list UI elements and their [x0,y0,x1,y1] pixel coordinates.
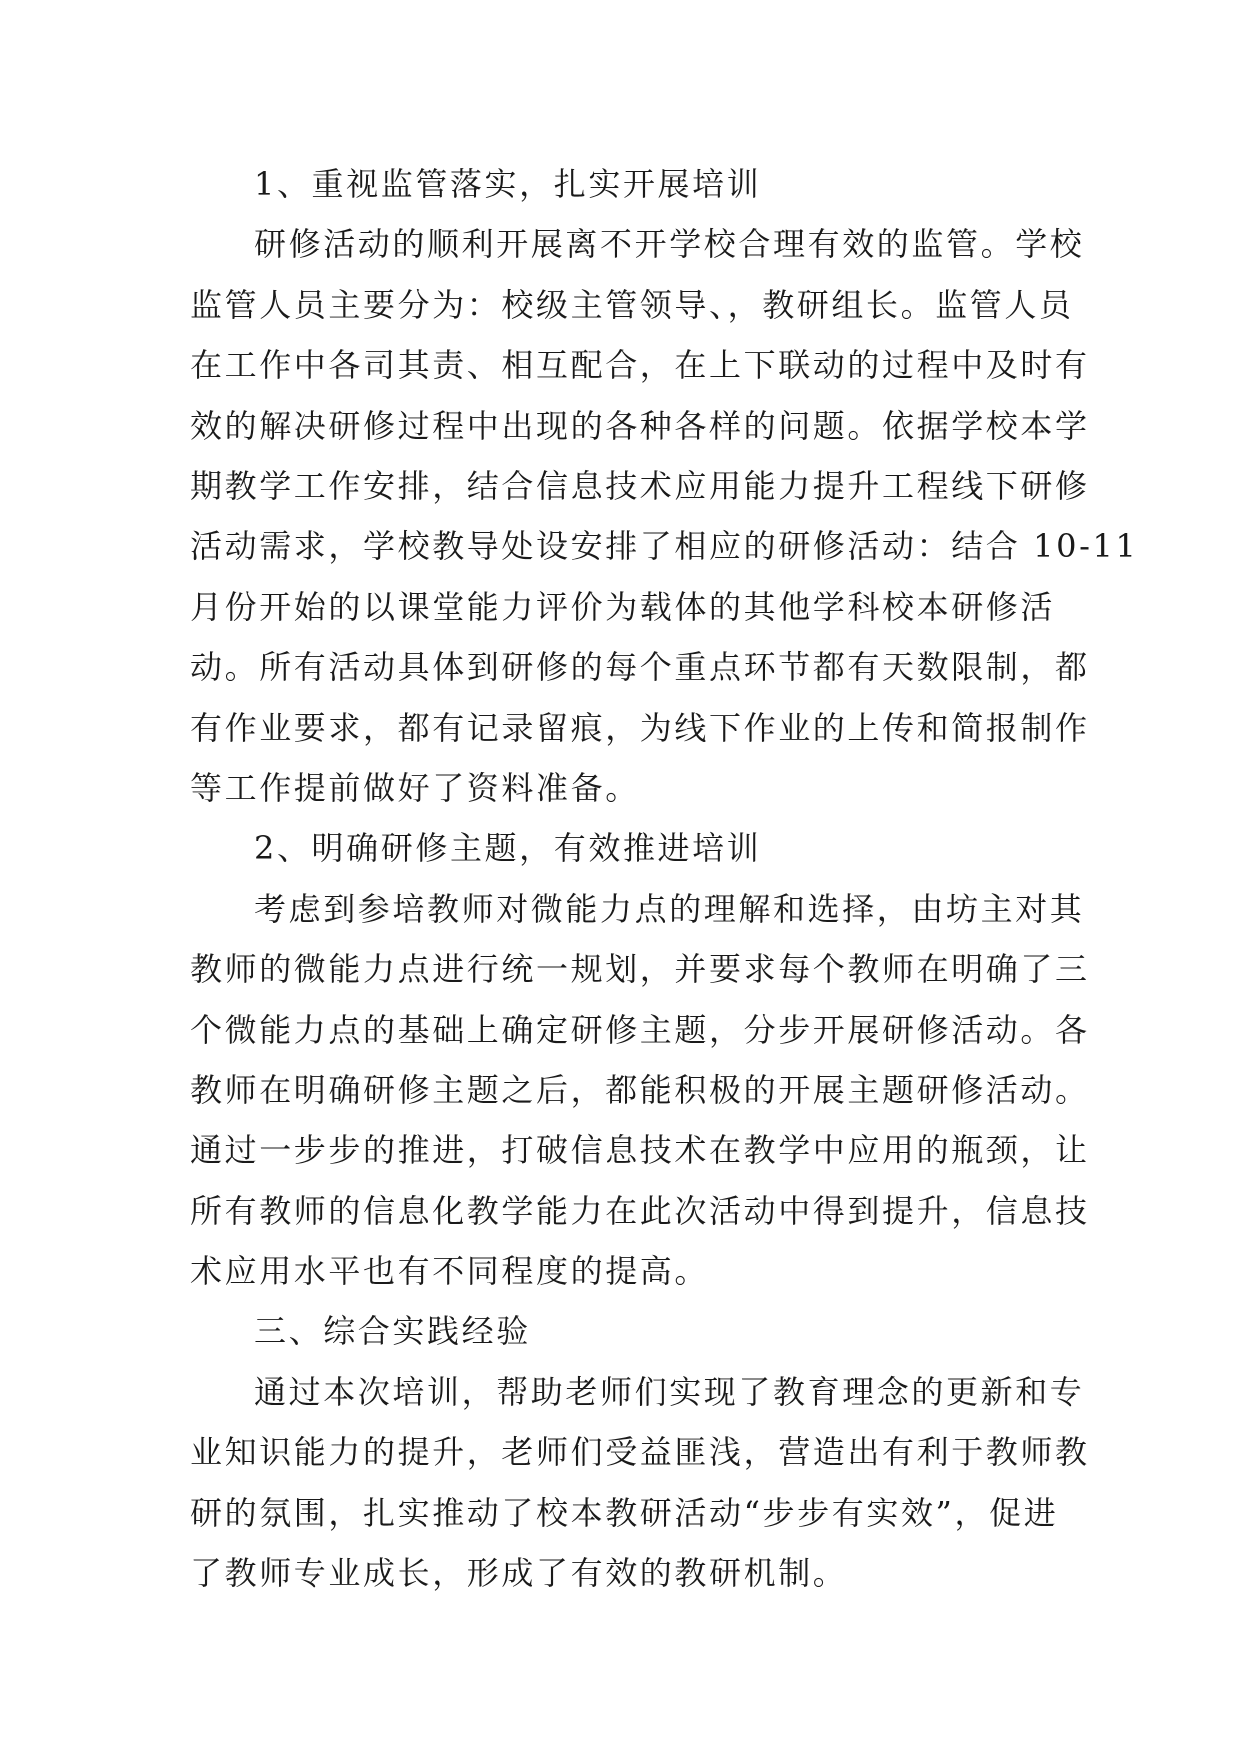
text-line: 月份开始的以课堂能力评价为载体的其他学科校本研修活 [190,587,1056,626]
paragraph [190,214,1139,818]
text-line: 通过一步步的推进，打破信息技术在教学中应用的瓶颈，让 [190,1131,1090,1170]
paragraph [190,1362,1090,1604]
text-line: 期教学工作安排，结合信息技术应用能力提升工程线下研修 [190,466,1090,505]
text-line: 考虑到参培教师对微能力点的理解和选择，由坊主对其 [254,889,1085,928]
section-heading: 2、明确研修主题，有效推进培训 [254,829,762,868]
text-line: 通过本次培训，帮助老师们实现了教育理念的更新和专 [254,1372,1085,1411]
section-heading: 三、综合实践经验 [254,1312,531,1351]
text-line: 有作业要求，都有记录留痕，为线下作业的上传和简报制作 [190,708,1090,747]
document-body [190,154,1139,1603]
text-line: 动。所有活动具体到研修的每个重点环节都有天数限制，都 [190,648,1090,687]
text-line: 活动需求，学校教导处设安排了相应的研修活动：结合 10-11 [190,527,1139,566]
text-line: 等工作提前做好了资料准备。 [190,768,640,807]
text-line: 教师的微能力点进行统一规划，并要求每个教师在明确了三 [190,950,1090,989]
text-line: 效的解决研修过程中出现的各种各样的问题。依据学校本学 [190,406,1090,445]
text-line: 个微能力点的基础上确定研修主题，分步开展研修活动。各 [190,1010,1090,1049]
text-line: 业知识能力的提升，老师们受益匪浅，营造出有利于教师教 [190,1433,1090,1472]
text-line: 监管人员主要分为：校级主管领导、，教研组长。监管人员 [190,285,1074,324]
text-line: 术应用水平也有不同程度的提高。 [190,1252,710,1291]
text-line: 在工作中各司其责、相互配合，在上下联动的过程中及时有 [190,346,1090,385]
text-line: 教师在明确研修主题之后，都能积极的开展主题研修活动。 [190,1070,1090,1109]
paragraph [190,879,1090,1302]
text-line: 了教师专业成长，形成了有效的教研机制。 [190,1554,848,1593]
text-line: 所有教师的信息化教学能力在此次活动中得到提升，信息技 [190,1191,1090,1230]
section-heading: 1、重视监管落实，扎实开展培训 [254,165,762,203]
text-line: 研的氛围，扎实推动了校本教研活动“步步有实效”，促进 [190,1493,1059,1532]
text-line: 研修活动的顺利开展离不开学校合理有效的监管。学校 [254,225,1085,264]
